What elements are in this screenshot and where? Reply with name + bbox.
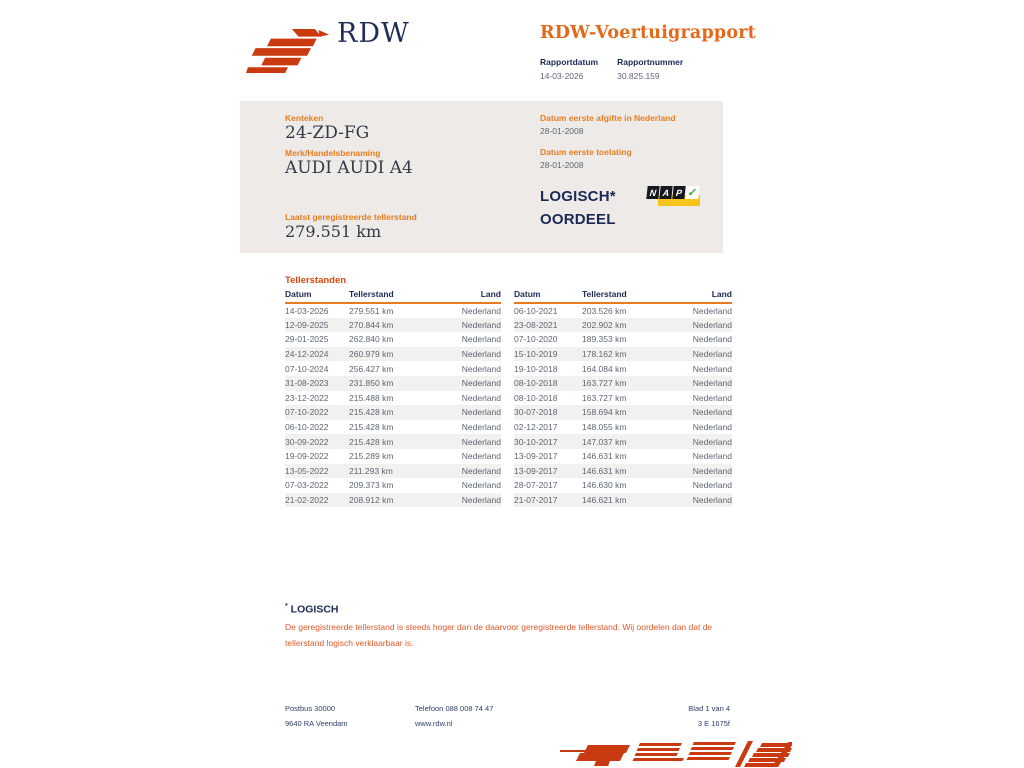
footnote-title-text: LOGISCH bbox=[290, 603, 339, 616]
cell-tellerstand: 215.428 km bbox=[349, 436, 394, 447]
report-date-value: 14-03-2026 bbox=[540, 71, 584, 81]
cell-land: Nederland bbox=[692, 305, 732, 316]
cell-land: Nederland bbox=[692, 422, 732, 433]
col-header-tellerstand: Tellerstand bbox=[582, 289, 668, 303]
cell-tellerstand: 215.289 km bbox=[349, 451, 394, 462]
page-title: RDW-Voertuigrapport bbox=[540, 23, 756, 43]
eerste-toelating-value: 28-01-2008 bbox=[540, 160, 584, 170]
report-date-label: Rapportdatum bbox=[540, 57, 599, 67]
tellerstanden-tables bbox=[285, 289, 732, 507]
tellerstanden-table-left bbox=[285, 289, 501, 507]
cell-datum: 07-10-2022 bbox=[285, 407, 329, 418]
cell-tellerstand: 279.551 km bbox=[349, 305, 394, 316]
cell-tellerstand: 203.526 km bbox=[582, 305, 627, 316]
cell-tellerstand: 164.084 km bbox=[582, 363, 627, 374]
cell-land: Nederland bbox=[461, 422, 501, 433]
kenteken-value: 24-ZD-FG bbox=[285, 123, 370, 143]
table-row bbox=[514, 361, 732, 376]
cell-land: Nederland bbox=[461, 378, 501, 389]
eerste-afgifte-label: Datum eerste afgifte in Nederland bbox=[540, 113, 676, 123]
cell-datum: 07-03-2022 bbox=[285, 480, 329, 491]
cell-land: Nederland bbox=[692, 363, 732, 374]
cell-land: Nederland bbox=[461, 319, 501, 330]
footer-form-code: 3 E 1675f bbox=[697, 719, 730, 728]
table-row bbox=[285, 361, 501, 376]
cell-land: Nederland bbox=[692, 392, 732, 403]
cell-datum: 08-10-2018 bbox=[514, 378, 558, 389]
cell-datum: 07-10-2024 bbox=[285, 363, 329, 374]
table-row bbox=[514, 303, 732, 318]
cell-datum: 02-12-2017 bbox=[514, 422, 558, 433]
cell-datum: 23-12-2022 bbox=[285, 392, 329, 403]
table-row bbox=[285, 391, 501, 406]
cell-tellerstand: 215.428 km bbox=[349, 407, 394, 418]
table-row bbox=[285, 434, 501, 449]
cell-tellerstand: 158.694 km bbox=[582, 407, 627, 418]
table-row bbox=[514, 318, 732, 333]
cell-datum: 12-09-2025 bbox=[285, 319, 329, 330]
nap-letter-n: N bbox=[646, 186, 659, 199]
footer-address bbox=[285, 701, 348, 731]
cell-land: Nederland bbox=[461, 465, 501, 476]
footer-page-info bbox=[630, 701, 730, 731]
oordeel-line2: OORDEEL bbox=[540, 211, 616, 229]
cell-tellerstand: 262.840 km bbox=[349, 334, 394, 345]
footer-address-line2: 9640 RA Veendam bbox=[285, 719, 348, 728]
kenteken-label: Kenteken bbox=[285, 113, 324, 123]
cell-land: Nederland bbox=[461, 363, 501, 374]
cell-tellerstand: 146.631 km bbox=[582, 451, 627, 462]
vehicle-summary-box bbox=[240, 101, 723, 253]
cell-datum: 13-05-2022 bbox=[285, 465, 329, 476]
cell-tellerstand: 209.373 km bbox=[349, 480, 394, 491]
table-row bbox=[285, 347, 501, 362]
cell-datum: 08-10-2018 bbox=[514, 392, 558, 403]
cell-land: Nederland bbox=[692, 495, 732, 506]
cell-tellerstand: 147.037 km bbox=[582, 436, 627, 447]
nap-logo bbox=[647, 186, 703, 208]
merk-value: AUDI AUDI A4 bbox=[285, 158, 413, 178]
cell-land: Nederland bbox=[461, 451, 501, 462]
nap-checkmark-icon: ✓ bbox=[687, 187, 698, 199]
nap-letter-a: A bbox=[659, 186, 672, 199]
cell-land: Nederland bbox=[461, 495, 501, 506]
table-row bbox=[514, 449, 732, 464]
cell-land: Nederland bbox=[692, 480, 732, 491]
cell-land: Nederland bbox=[461, 480, 501, 491]
col-header-datum: Datum bbox=[285, 289, 349, 303]
table-row bbox=[285, 318, 501, 333]
nap-letter-boxes bbox=[647, 186, 699, 199]
cell-datum: 30-09-2022 bbox=[285, 436, 329, 447]
table-row bbox=[514, 347, 732, 362]
cell-land: Nederland bbox=[692, 451, 732, 462]
table-row bbox=[285, 405, 501, 420]
col-header-datum: Datum bbox=[514, 289, 582, 303]
cell-tellerstand: 148.055 km bbox=[582, 422, 627, 433]
cell-land: Nederland bbox=[692, 407, 732, 418]
cell-tellerstand: 146.621 km bbox=[582, 495, 627, 506]
oordeel-line1: LOGISCH* bbox=[540, 188, 616, 205]
eerste-afgifte-value: 28-01-2008 bbox=[540, 126, 584, 136]
table-header-row bbox=[514, 289, 732, 303]
cell-tellerstand: 163.727 km bbox=[582, 378, 627, 389]
cell-tellerstand: 270.844 km bbox=[349, 319, 394, 330]
cell-land: Nederland bbox=[461, 334, 501, 345]
footer-page-number: Blad 1 van 4 bbox=[688, 704, 730, 713]
table-row bbox=[285, 493, 501, 508]
cell-datum: 19-10-2018 bbox=[514, 363, 558, 374]
rdw-logo-text: RDW bbox=[337, 18, 410, 49]
col-header-land: Land bbox=[437, 289, 501, 303]
cell-datum: 29-01-2025 bbox=[285, 334, 329, 345]
cell-tellerstand: 231.850 km bbox=[349, 378, 394, 389]
cell-datum: 13-09-2017 bbox=[514, 451, 558, 462]
cell-datum: 13-09-2017 bbox=[514, 465, 558, 476]
cell-datum: 31-08-2023 bbox=[285, 378, 329, 389]
tellerstanden-table-right-body bbox=[514, 303, 732, 507]
cell-datum: 30-07-2018 bbox=[514, 407, 558, 418]
cell-tellerstand: 202.902 km bbox=[582, 319, 627, 330]
cell-tellerstand: 208.912 km bbox=[349, 495, 394, 506]
table-row bbox=[285, 376, 501, 391]
cell-land: Nederland bbox=[461, 349, 501, 360]
oordeel-text bbox=[540, 185, 616, 232]
footnote-text: De geregistreerde tellerstand is steeds hoger dan de daarvoor geregistreerde tellerstand. Wij oordelen dan dat de tellerstand logisch verklaarbaar is. bbox=[285, 622, 713, 648]
table-row bbox=[514, 376, 732, 391]
cell-datum: 19-09-2022 bbox=[285, 451, 329, 462]
table-row bbox=[514, 493, 732, 508]
cell-land: Nederland bbox=[461, 305, 501, 316]
cell-datum: 24-12-2024 bbox=[285, 349, 329, 360]
footer-contact bbox=[415, 701, 493, 731]
cell-tellerstand: 189.353 km bbox=[582, 334, 627, 345]
cell-datum: 23-08-2021 bbox=[514, 319, 558, 330]
cell-tellerstand: 146.631 km bbox=[582, 465, 627, 476]
footnote-asterisk: * bbox=[285, 603, 288, 610]
cell-land: Nederland bbox=[461, 436, 501, 447]
col-header-land: Land bbox=[668, 289, 732, 303]
cell-tellerstand: 215.488 km bbox=[349, 392, 394, 403]
cell-land: Nederland bbox=[692, 334, 732, 345]
table-row bbox=[514, 405, 732, 420]
cell-datum: 30-10-2017 bbox=[514, 436, 558, 447]
cell-land: Nederland bbox=[692, 436, 732, 447]
tellerstand-label: Laatst geregistreerde tellerstand bbox=[285, 212, 417, 222]
col-header-tellerstand: Tellerstand bbox=[349, 289, 437, 303]
table-row bbox=[285, 420, 501, 435]
cell-tellerstand: 146.630 km bbox=[582, 480, 627, 491]
table-row bbox=[285, 449, 501, 464]
table-header-row bbox=[285, 289, 501, 303]
report-date-block bbox=[540, 57, 598, 81]
table-row bbox=[514, 420, 732, 435]
footer-website: www.rdw.nl bbox=[415, 719, 453, 728]
nap-letter-p: P bbox=[672, 186, 685, 199]
table-row bbox=[514, 478, 732, 493]
cell-datum: 28-07-2017 bbox=[514, 480, 558, 491]
table-row bbox=[285, 303, 501, 318]
cell-datum: 06-10-2021 bbox=[514, 305, 558, 316]
tellerstand-value: 279.551 km bbox=[285, 222, 382, 241]
cell-tellerstand: 260.979 km bbox=[349, 349, 394, 360]
report-number-value: 30.825.159 bbox=[617, 71, 660, 81]
cell-tellerstand: 163.727 km bbox=[582, 392, 627, 403]
cell-datum: 07-10-2020 bbox=[514, 334, 558, 345]
cell-land: Nederland bbox=[692, 465, 732, 476]
cell-tellerstand: 256.427 km bbox=[349, 363, 394, 374]
table-row bbox=[285, 464, 501, 479]
table-row bbox=[514, 434, 732, 449]
cell-land: Nederland bbox=[692, 378, 732, 389]
footnote-title bbox=[285, 603, 339, 616]
cell-land: Nederland bbox=[461, 407, 501, 418]
footer-address-line1: Postbus 30000 bbox=[285, 704, 336, 713]
cell-land: Nederland bbox=[692, 349, 732, 360]
tellerstanden-title: Tellerstanden bbox=[285, 275, 347, 286]
cell-datum: 15-10-2019 bbox=[514, 349, 558, 360]
table-row bbox=[514, 464, 732, 479]
rdw-stripes-graphic-icon bbox=[552, 740, 792, 768]
cell-tellerstand: 211.293 km bbox=[349, 465, 393, 476]
footer-phone: Telefoon 088 008 74 47 bbox=[415, 704, 494, 713]
tellerstanden-table-right bbox=[514, 289, 732, 507]
cell-tellerstand: 178.162 km bbox=[582, 349, 627, 360]
cell-land: Nederland bbox=[692, 319, 732, 330]
report-meta bbox=[540, 57, 702, 81]
cell-tellerstand: 215.428 km bbox=[349, 422, 394, 433]
table-row bbox=[514, 391, 732, 406]
table-row bbox=[285, 478, 501, 493]
tellerstanden-table-left-body bbox=[285, 303, 501, 507]
cell-datum: 14-03-2026 bbox=[285, 305, 329, 316]
cell-datum: 21-02-2022 bbox=[285, 495, 329, 506]
cell-land: Nederland bbox=[461, 392, 501, 403]
rdw-logo-bird-icon bbox=[246, 27, 332, 75]
merk-label: Merk/Handelsbenaming bbox=[285, 148, 381, 158]
cell-datum: 21-07-2017 bbox=[514, 495, 558, 506]
table-row bbox=[514, 332, 732, 347]
report-number-label: Rapportnummer bbox=[617, 57, 684, 67]
table-row bbox=[285, 332, 501, 347]
report-number-block bbox=[617, 57, 683, 81]
eerste-toelating-label: Datum eerste toelating bbox=[540, 147, 632, 157]
cell-datum: 06-10-2022 bbox=[285, 422, 329, 433]
